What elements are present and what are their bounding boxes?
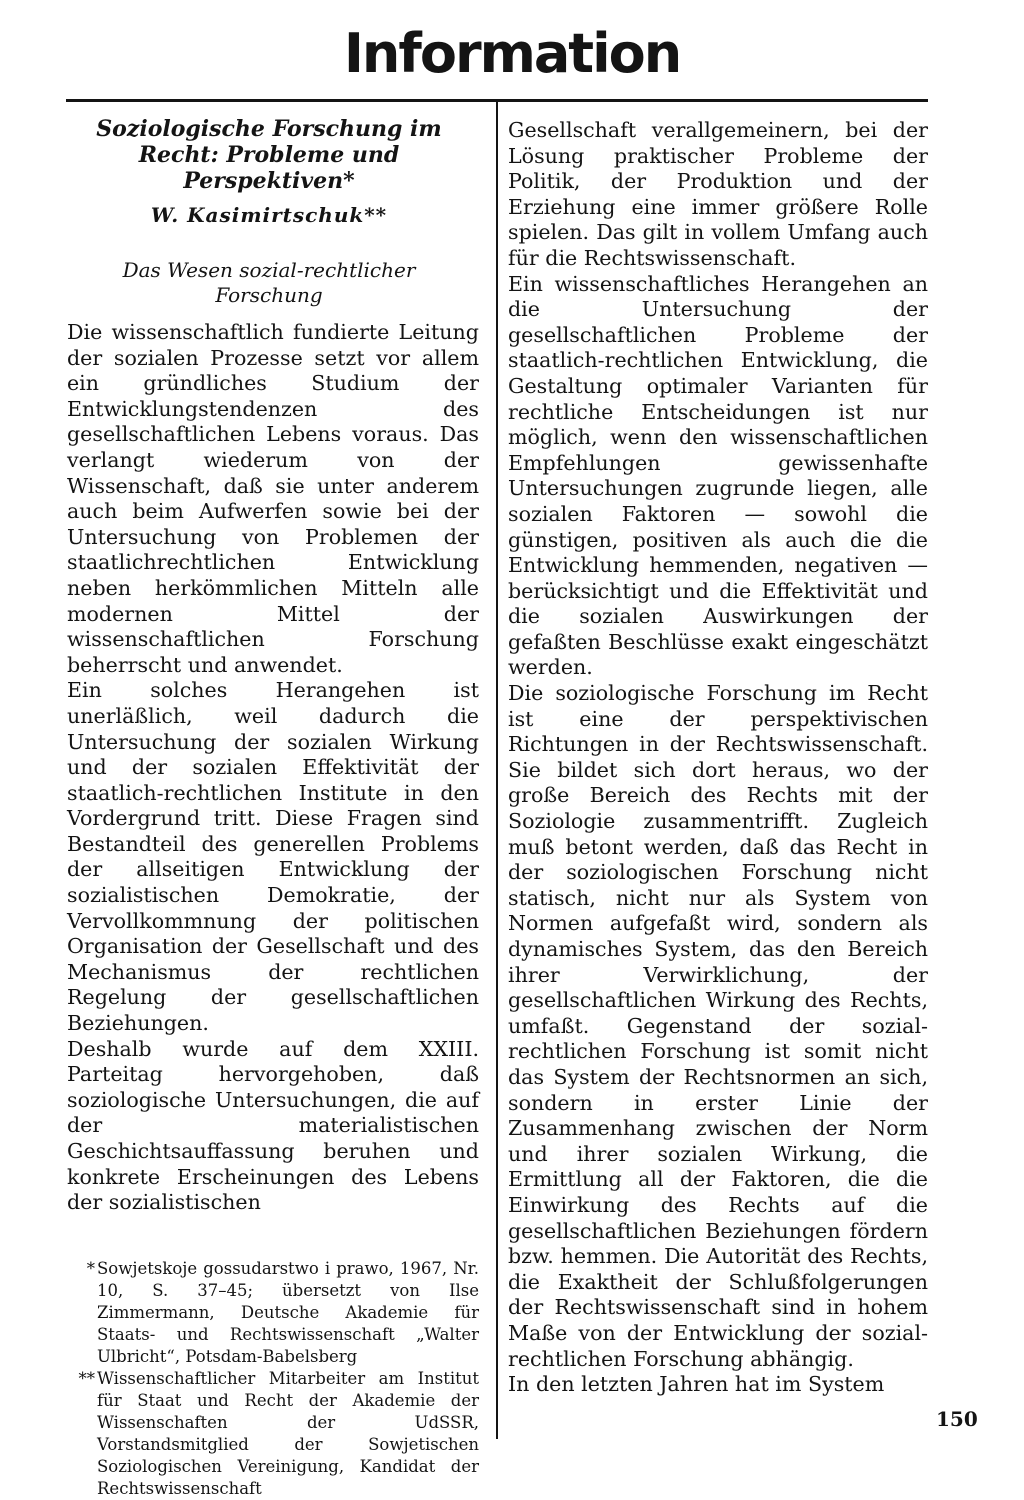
- footnote-text: Sowjetskoje gossudarstwo i prawo, 1967, Nr. 10, S. 37–45; übersetzt von Ilse Zimmermann, Deutsche Akademie für Staats- und Rechtswissenschaft „Walter Ulbricht“, Potsdam-Babelsberg: [97, 1258, 479, 1366]
- left-column: [59, 116, 479, 1500]
- footnotes: [59, 1258, 479, 1500]
- footnote-text: Wissenschaftlicher Mitarbeiter am Institut für Staat und Recht der Akademie der Wissenschaften der UdSSR, Vorstandsmitglied der Sowjetischen Soziologischen Vereinigung, Kandidat der Rechtswissenschaft: [97, 1368, 479, 1498]
- column-rule: [496, 99, 498, 1439]
- footnote: [67, 1368, 479, 1500]
- section-subheading: Das Wesen sozial-rechtlicher Forschung: [122, 258, 416, 307]
- paragraph: Ein wissenschaftliches Herangehen an die Untersuchung der gesellschaftlichen Probleme der staatlich-rechtlichen Entwicklung, die Gestaltung optimaler Varianten für rechtliche Entscheidungen ist nur möglich, wenn den wissenschaftlichen Empfehlungen gewissenhafte Untersuchungen zugrunde liegen, alle sozialen Faktoren — sowohl die günstigen, positiven als auch die die Entwicklung hemmenden, negativen — berücksichtigt und die Effektivität und die sozialen Auswirkungen der gefaßten Beschlüsse exakt eingeschätzt werden.: [508, 271, 928, 680]
- paragraph: Die soziologische Forschung im Recht ist eine der perspektivischen Richtungen in der Rechtswissenschaft. Sie bildet sich dort heraus, wo der große Bereich des Rechts mit der Soziologie zusammentrifft. Zugleich muß betont werden, daß das Recht in der soziologischen Forschung nicht statisch, nicht nur als System von Normen aufgefaßt wird, sondern als dynamisches System, das den Bereich ihrer Verwirklichung, der gesellschaftlichen Wirkung des Rechts, umfaßt. Gegenstand der sozial-rechtlichen Forschung ist somit nicht das System der Rechtsnormen an sich, sondern in erster Linie der Zusammenhang zwischen der Norm und ihrer sozialen Wirkung, die Ermittlung all der Faktoren, die die Einwirkung des Rechts auf die gesellschaftlichen Beziehungen fördern bzw. hemmen. Die Autorität des Rechts, die Exaktheit der Schlußfolgerungen der Rechtswissenschaft sind in hohem Maße von der Entwicklung der sozial-rechtlichen Forschung abhängig.: [508, 681, 928, 1371]
- paragraph: Die wissenschaftlich fundierte Leitung der sozialen Prozesse setzt vor allem ein gründliches Studium der Entwicklungstendenzen des gesellschaftlichen Lebens voraus. Das verlangt wiederum von der Wissenschaft, daß sie unter anderem auch beim Aufwerfen sowie bei der Untersuchung von Problemen der staatlichrechtlichen Entwicklung neben herkömmlichen Mitteln alle modernen Mittel der wissenschaftlichen Forschung beherrscht und anwendet.: [67, 320, 479, 677]
- paragraph: In den letzten Jahren hat im System: [508, 1372, 885, 1397]
- article-author: W. Kasimirtschuk**: [150, 203, 388, 227]
- footnote-mark: *: [86, 1258, 95, 1278]
- section-title: Information: [343, 22, 681, 85]
- page-number: 150: [936, 1407, 978, 1431]
- paragraph: Gesellschaft verallgemeinern, bei der Lösung praktischer Probleme der Politik, der Produktion und der Erziehung eine immer größere Rolle spielen. Das gilt in vollem Umfang auch für die Rechtswissenschaft.: [508, 118, 928, 270]
- article-title: Soziologische Forschung im Recht: Probleme und Perspektiven*: [96, 116, 442, 194]
- right-column: [508, 118, 928, 1398]
- footnote: [67, 1258, 479, 1368]
- paragraph: Deshalb wurde auf dem XXIII. Parteitag hervorgehoben, daß soziologische Untersuchungen, die auf der materialistischen Geschichtsauffassung beruhen und konkrete Erscheinungen des Lebens der sozialistischen: [67, 1036, 479, 1215]
- paragraph: Ein solches Herangehen ist unerläßlich, weil dadurch die Untersuchung der sozialen Wirkung und der sozialen Effektivität der staatlich-rechtlichen Institute in den Vordergrund tritt. Diese Fragen sind Bestandteil des generellen Problems der allseitigen Entwicklung der sozialistischen Demokratie, der Vervollkommnung der politischen Organisation der Gesellschaft und des Mechanismus der rechtlichen Regelung der gesellschaftlichen Beziehungen.: [67, 678, 479, 1036]
- footnote-mark: **: [78, 1368, 95, 1388]
